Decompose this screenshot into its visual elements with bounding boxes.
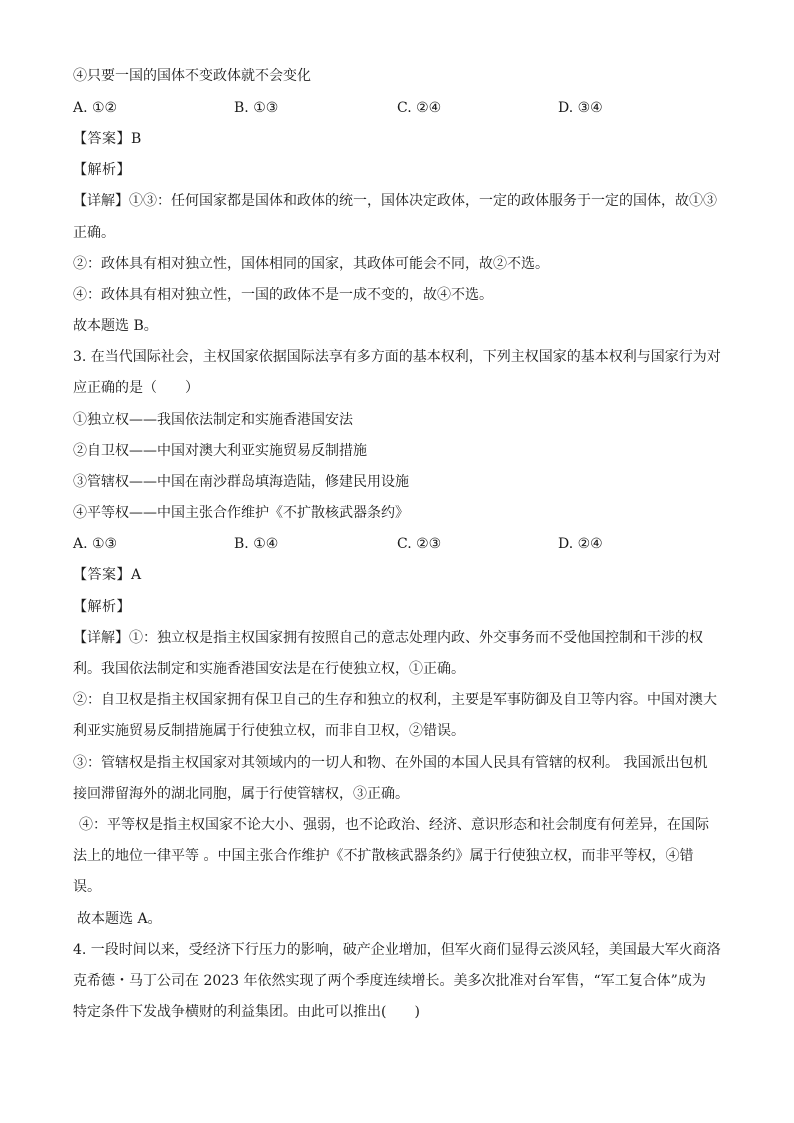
q3-detail-4-end: 误。 xyxy=(73,879,101,895)
q2-answer: 【答案】B xyxy=(73,131,142,147)
q3-item-1: ①独立权——我国依法制定和实施香港国安法 xyxy=(73,412,353,428)
q3-detail-4-cont: 法上的地位一律平等 。中国主张合作维护《不扩散核武器条约》属于行使独立权，而非平等权，④错 xyxy=(73,848,694,864)
q3-option-b: B. ①④ xyxy=(234,536,279,552)
q3-answer: 【答案】A xyxy=(73,567,142,583)
q3-options xyxy=(73,533,723,555)
q2-analysis-heading: 【解析】 xyxy=(73,162,131,178)
q3-analysis-heading: 【解析】 xyxy=(73,599,131,615)
q2-conclusion: 故本题选 B。 xyxy=(73,318,158,334)
q2-option-a: A. ①② xyxy=(73,100,118,116)
q2-item-4: ④只要一国的国体不变政体就不会变化 xyxy=(73,68,311,84)
q2-detail-1-cont: 正确。 xyxy=(73,225,115,241)
q3-option-d: D. ②④ xyxy=(558,536,603,552)
q2-detail-1: 【详解】①③：任何国家都是国体和政体的统一，国体决定政体，一定的政体服务于一定的国体，故①③ xyxy=(73,193,717,209)
q2-option-c: C. ②④ xyxy=(397,100,442,116)
q2-option-d: D. ③④ xyxy=(558,100,603,116)
q2-detail-2: ②：政体具有相对独立性，国体相同的国家，其政体可能会不同，故②不选。 xyxy=(73,256,549,272)
q3-detail-3: ③：管辖权是指主权国家对其领域内的一切人和物、在外国的本国人民具有管辖的权利。 我国派出包机 xyxy=(73,755,708,771)
q4-stem-1: 4. 一段时间以来，受经济下行压力的影响，破产企业增加，但军火商们显得云淡风轻，美国最大军火商洛 xyxy=(73,942,721,958)
q3-item-3: ③管辖权——中国在南沙群岛填海造陆，修建民用设施 xyxy=(73,474,409,490)
q3-conclusion: 故本题选 A。 xyxy=(77,911,162,927)
q2-options xyxy=(73,97,723,119)
q2-detail-3: ④：政体具有相对独立性，一国的政体不是一成不变的，故④不选。 xyxy=(73,287,493,303)
q3-detail-4: ④：平等权是指主权国家不论大小、强弱，也不论政治、经济、意识形态和社会制度有何差异，在国际 xyxy=(79,817,709,833)
q3-detail-3-cont: 接回滞留海外的湖北同胞，属于行使管辖权，③正确。 xyxy=(73,786,409,802)
q3-item-2: ②自卫权——中国对澳大利亚实施贸易反制措施 xyxy=(73,443,367,459)
q3-detail-1-cont: 利。我国依法制定和实施香港国安法是在行使独立权，①正确。 xyxy=(73,661,465,677)
q2-option-b: B. ①③ xyxy=(234,100,279,116)
q4-stem-3: 特定条件下发战争横财的利益集团。由此可以推出( ) xyxy=(73,1004,420,1020)
q3-detail-1: 【详解】①：独立权是指主权国家拥有按照自己的意志处理内政、外交事务而不受他国控制和干涉的权 xyxy=(73,630,703,646)
q4-stem-2: 克希德・马丁公司在 2023 年依然实现了两个季度连续增长。美多次批准对台军售，“军工复合体”成为 xyxy=(73,973,706,989)
q3-detail-2: ②：自卫权是指主权国家拥有保卫自己的生存和独立的权利，主要是军事防御及自卫等内容。中国对澳大 xyxy=(73,692,717,708)
q3-option-c: C. ②③ xyxy=(397,536,442,552)
q3-stem-1: 3. 在当代国际社会，主权国家依据国际法享有多方面的基本权利，下列主权国家的基本权利与国家行为对 xyxy=(73,349,721,365)
q3-option-a: A. ①③ xyxy=(73,536,118,552)
q3-stem-2: 应正确的是（ ） xyxy=(73,380,199,396)
q3-item-4: ④平等权——中国主张合作维护《不扩散核武器条约》 xyxy=(73,505,409,521)
q3-detail-2-cont: 利亚实施贸易反制措施属于行使独立权，而非自卫权，②错误。 xyxy=(73,723,465,739)
